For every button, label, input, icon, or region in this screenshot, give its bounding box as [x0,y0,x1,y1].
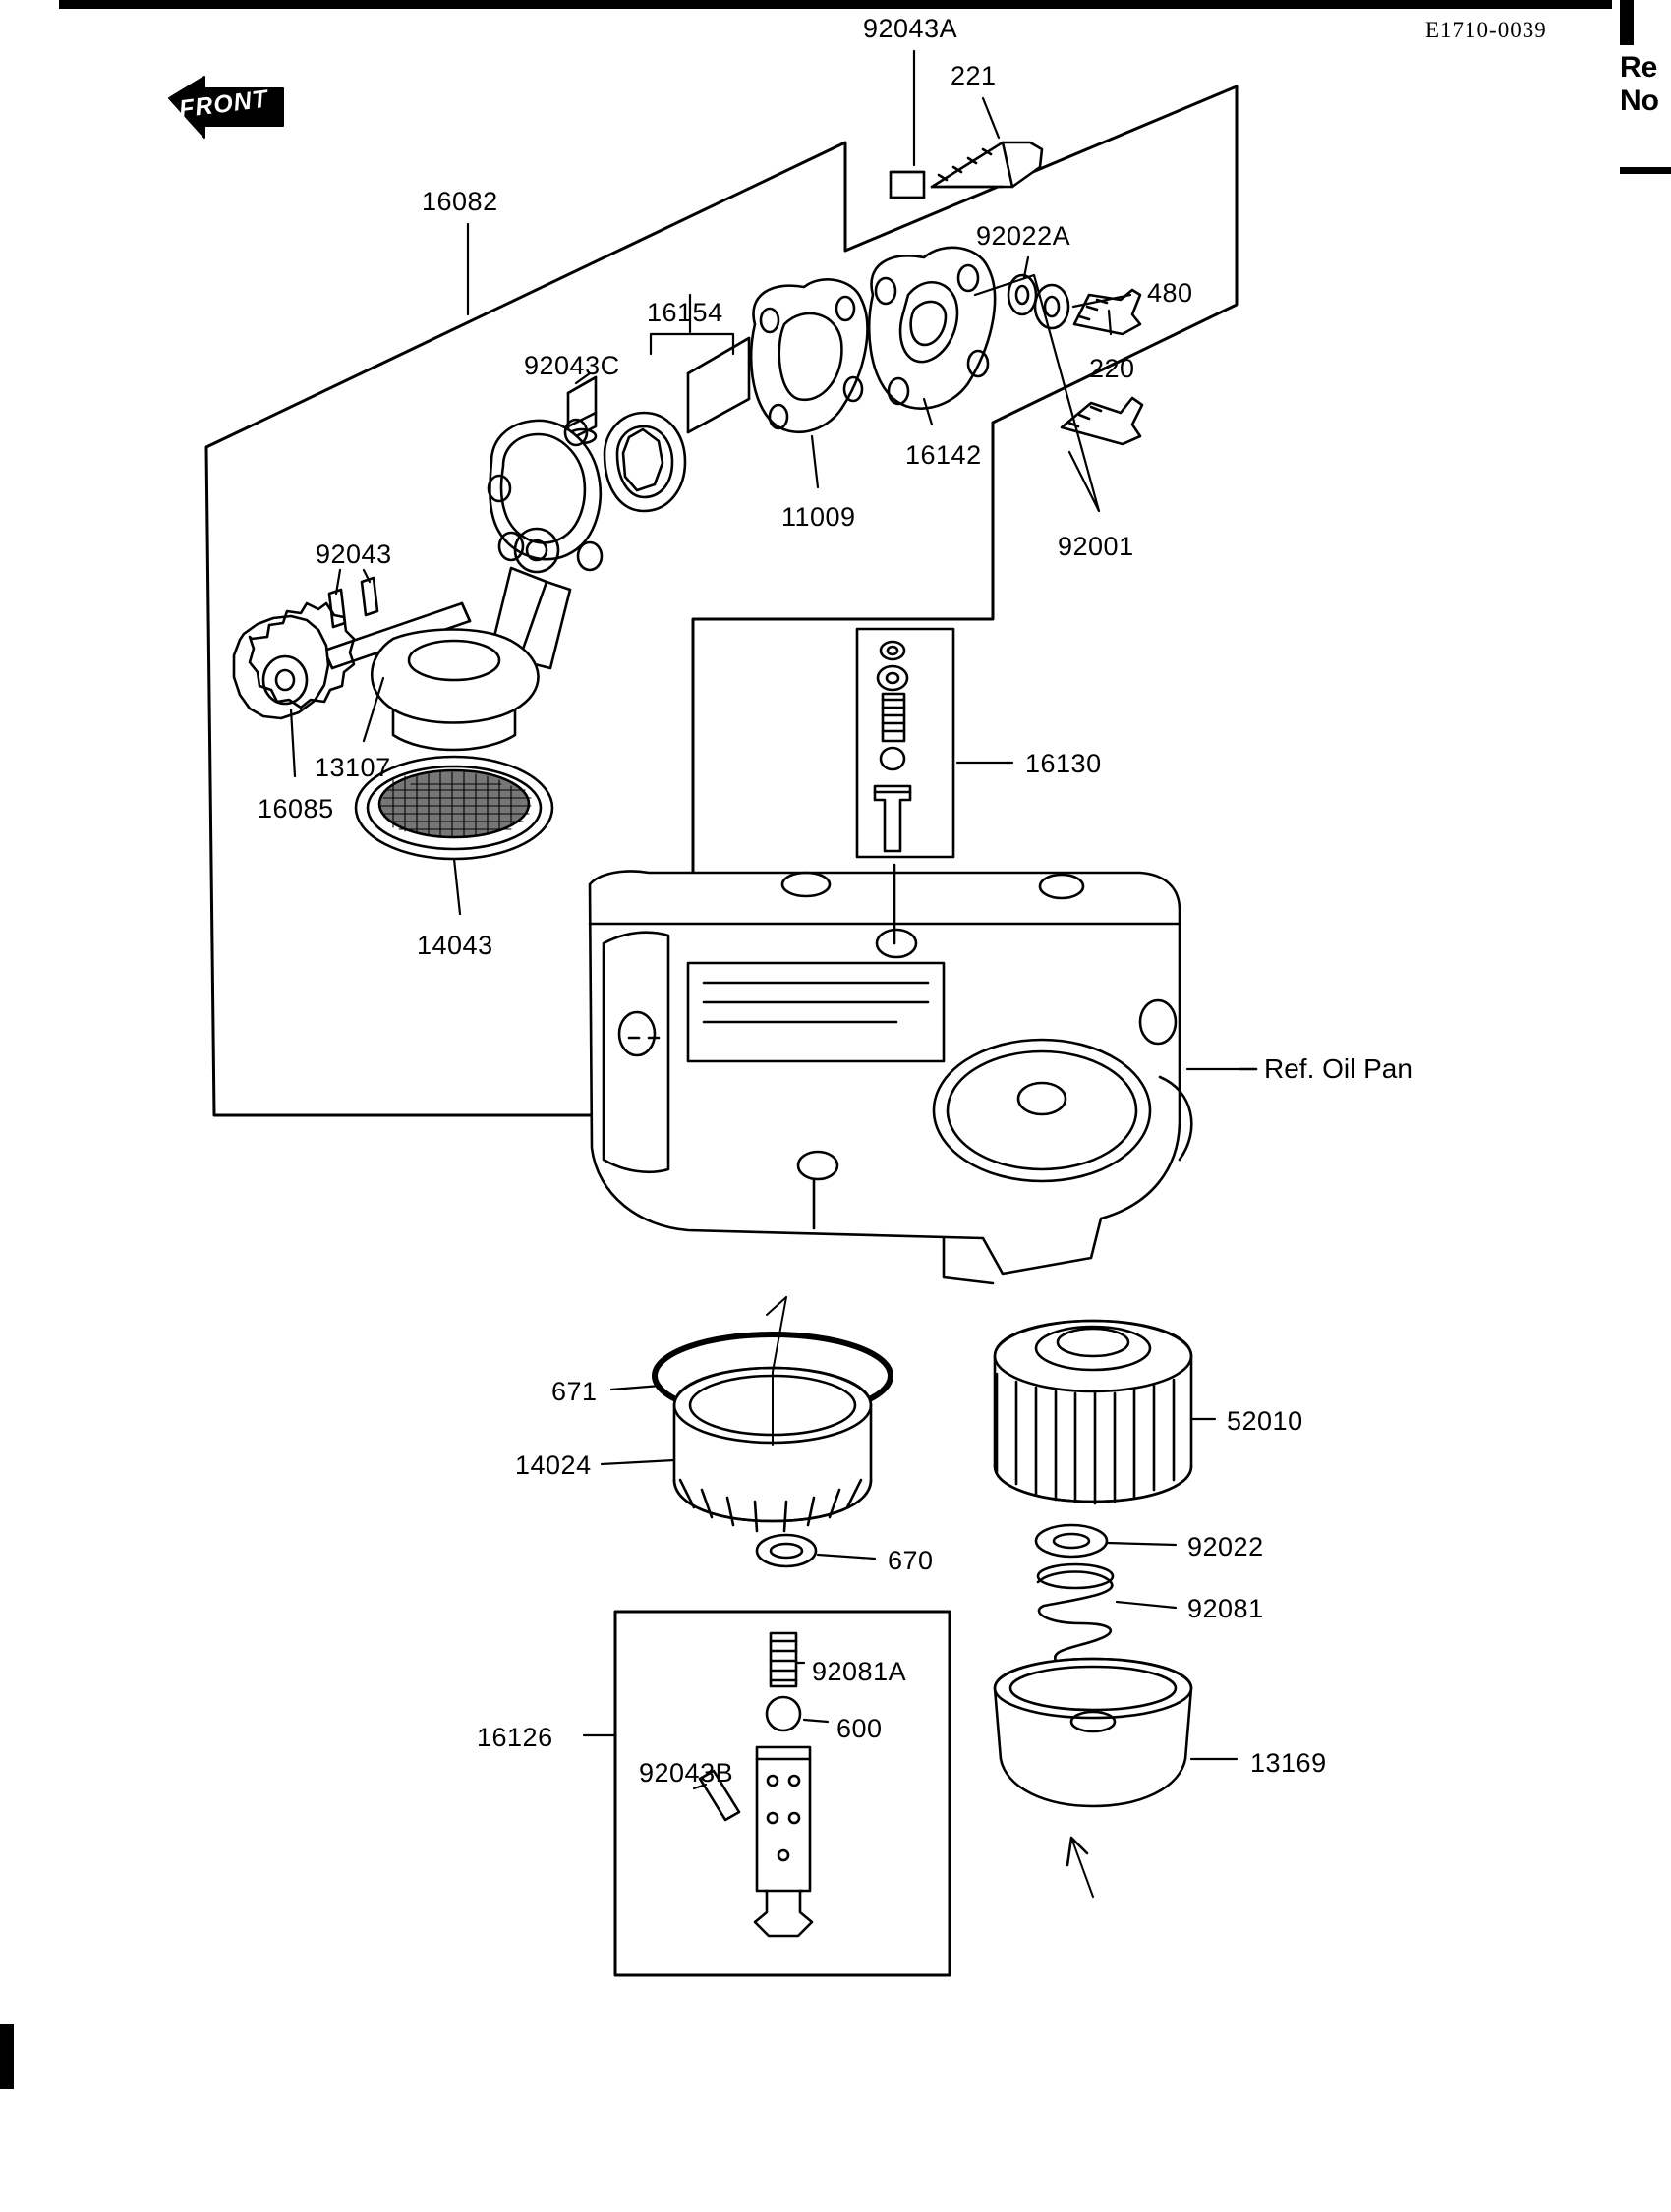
part-13169-holder [995,1659,1191,1897]
callout-92022A: 92022A [976,221,1071,251]
part-92022-washer [1036,1525,1107,1557]
part-16130-valve-assembly [857,629,953,857]
callout-92043B: 92043B [639,1758,734,1787]
part-221-bolt [932,142,1042,187]
part-16126-relief-valve [755,1747,812,1936]
part-92081A-spring [771,1633,796,1686]
callout-16142: 16142 [905,440,982,470]
part-16082-oil-pump-body [489,420,602,668]
callout-92043A: 92043A [863,14,958,43]
part-16154-rotor-set [605,338,749,511]
part-480-washer [1035,285,1068,328]
callout-13169: 13169 [1250,1748,1327,1778]
callout-16130: 16130 [1025,749,1102,778]
callout-220: 220 [1089,354,1135,383]
callout-600: 600 [836,1714,883,1743]
part-16154-bracket [651,334,733,354]
callout-92043: 92043 [316,539,392,569]
callout-13107: 13107 [315,753,391,782]
callout-11009: 11009 [781,502,856,532]
part-670-oring [757,1535,816,1566]
callout-92001: 92001 [1058,532,1134,561]
part-16142-pump-cover [869,248,995,409]
front-badge [165,77,283,134]
ref-oil-pan-label: Ref. Oil Pan [1264,1053,1412,1084]
part-11009-gasket [751,279,867,431]
callout-16126: 16126 [477,1723,553,1752]
callout-92081: 92081 [1187,1594,1264,1623]
part-92022A-washer [1008,275,1036,314]
callout-92043C: 92043C [524,351,620,380]
side-note-line-1: Re [1620,51,1658,84]
callout-14043: 14043 [417,931,493,960]
callout-670: 670 [888,1546,934,1575]
callout-480: 480 [1147,278,1193,308]
part-600-ball [767,1697,800,1730]
part-oil-pickup-body [372,630,538,751]
callout-221: 221 [951,61,997,90]
part-52010-oil-filter [995,1321,1191,1503]
figure-code: E1710-0039 [1425,18,1547,42]
callout-16082: 16082 [422,187,498,216]
callout-16085: 16085 [258,794,334,823]
callout-671: 671 [551,1377,598,1406]
ref-oil-pan [590,865,1191,1283]
part-220-bolt [1074,290,1140,334]
callout-14024: 14024 [515,1450,592,1480]
front-badge-label: FRONT [177,85,270,124]
callout-92022: 92022 [1187,1532,1264,1561]
part-92043A-pin [891,172,924,198]
callout-16154: 16154 [647,298,723,327]
side-note-line-2: No [1620,85,1659,117]
callout-92081A: 92081A [812,1657,907,1686]
callout-52010: 52010 [1227,1406,1303,1436]
